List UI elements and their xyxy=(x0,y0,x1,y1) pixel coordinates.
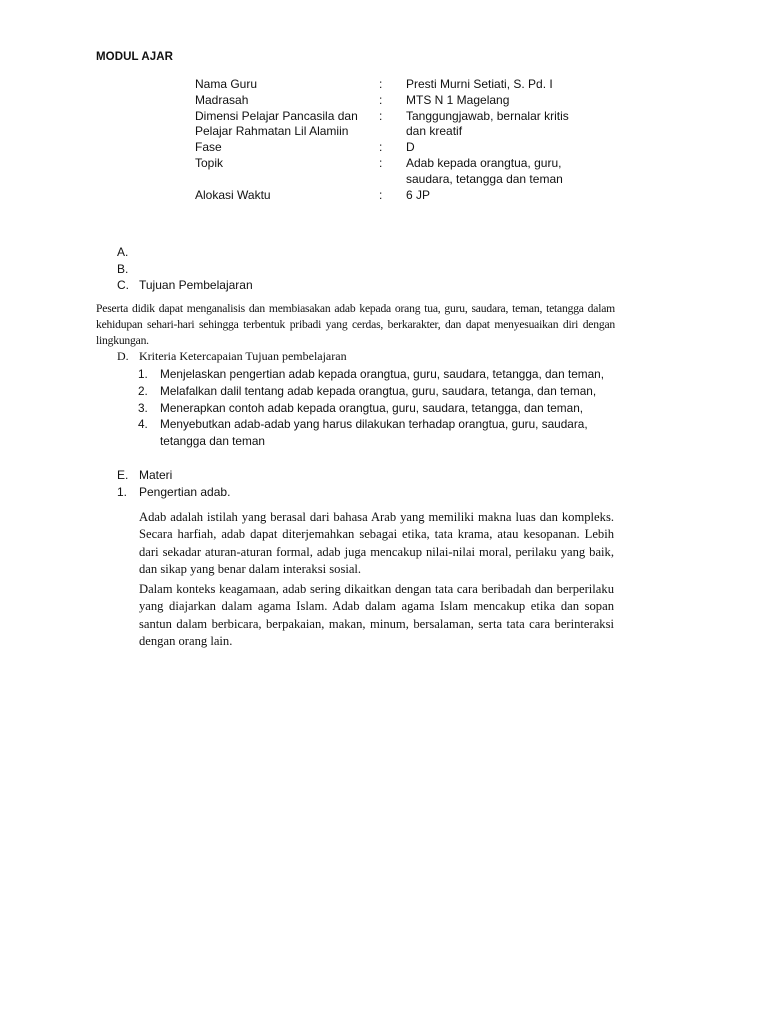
criteria-item xyxy=(138,416,600,449)
info-row-nama-guru xyxy=(195,77,581,93)
criteria-text: Menerapkan contoh adab kepada orangtua, guru, saudara, tetangga, dan teman, xyxy=(160,401,584,415)
info-colon: : xyxy=(379,187,383,202)
criteria-item xyxy=(138,366,618,383)
section-a xyxy=(117,245,139,259)
criteria-item xyxy=(138,400,618,417)
section-e xyxy=(117,468,172,482)
info-label: Dimensi Pelajar Pancasila dan Pelajar Rahmatan Lil Alamiin xyxy=(195,108,358,139)
info-row-madrasah xyxy=(195,93,581,109)
section-d xyxy=(117,349,347,364)
criteria-text: Melafalkan dalil tentang adab kepada orangtua, guru, saudara, tetanga, dan teman, xyxy=(160,384,597,398)
info-label: Madrasah xyxy=(195,92,249,107)
section-heading: Pengertian adab. xyxy=(139,485,231,499)
criteria-text: Menyebutkan adab-adab yang harus dilakukan terhadap orangtua, guru, saudara, tetangga dan teman xyxy=(160,417,588,448)
criteria-number: 1. xyxy=(138,367,148,381)
info-value: Adab kepada orangtua, guru, saudara, tetangga dan teman xyxy=(406,155,563,186)
info-row-alokasi-waktu xyxy=(195,188,581,204)
criteria-number: 3. xyxy=(138,401,148,415)
info-row-topik xyxy=(195,156,581,188)
info-label: Nama Guru xyxy=(195,77,258,91)
info-colon: : xyxy=(379,77,383,91)
section-heading: Materi xyxy=(139,468,173,482)
info-value: D xyxy=(406,140,415,155)
section-heading: Kriteria Ketercapaian Tujuan pembelajaran xyxy=(139,349,347,363)
materi-paragraph-1: Adab adalah istilah yang berasal dari bahasa Arab yang memiliki makna luas dan kompleks. Secara harfiah, adab dapat diterjemahkan sebagai etika, tata krama, atau kesopanan. Lebih dari sekadar aturan-aturan formal, adab juga mencakup nilai-nilai moral, perilaku yang baik, dan sikap yang benar dalam interaksi sosial. xyxy=(139,510,614,577)
info-colon: : xyxy=(379,155,383,170)
section-marker: C. xyxy=(117,278,129,292)
section-marker: A. xyxy=(117,245,129,259)
info-label: Fase xyxy=(195,140,222,155)
section-marker: B. xyxy=(117,262,129,276)
info-colon: : xyxy=(379,92,383,107)
info-value: MTS N 1 Magelang xyxy=(406,92,510,107)
criteria-item xyxy=(138,383,618,400)
tujuan-paragraph: Peserta didik dapat menganalisis dan membiasakan adab kepada orang tua, guru, saudara, teman, tetangga dalam kehidupan sehari-hari sehingga terbentuk pribadi yang cerdas, berkarakter, dan dapat menyesuaikan diri dengan lingkungan. xyxy=(96,302,615,347)
section-b xyxy=(117,262,139,276)
info-table xyxy=(195,77,581,203)
info-value: Tanggungjawab, bernalar kritis dan kreatif xyxy=(406,108,569,139)
info-value: 6 JP xyxy=(406,187,431,202)
criteria-number: 2. xyxy=(138,384,148,398)
document-title: MODUL AJAR xyxy=(96,51,174,63)
info-row-dimensi xyxy=(195,109,581,141)
materi-paragraph-2: Dalam konteks keagamaan, adab sering dikaitkan dengan tata cara beribadah dan berperilaku yang diajarkan dalam agama Islam. Adab dalam agama Islam mencakup etika dan sopan santun dalam berbicara, berpakaian, makan, minum, bersalaman, serta tata cara berinteraksi dengan orang lain. xyxy=(139,582,614,649)
section-e-sub-1 xyxy=(117,485,230,499)
info-label: Topik xyxy=(195,155,224,170)
criteria-text: Menjelaskan pengertian adab kepada orangtua, guru, saudara, tetangga, dan teman, xyxy=(160,367,605,381)
section-marker: 1. xyxy=(117,485,128,499)
section-c xyxy=(117,278,253,292)
section-heading: Tujuan Pembelajaran xyxy=(139,278,253,292)
info-colon: : xyxy=(379,140,383,155)
info-label: Alokasi Waktu xyxy=(195,187,271,202)
section-marker: D. xyxy=(117,349,129,363)
info-row-fase xyxy=(195,140,581,156)
info-colon: : xyxy=(379,108,383,123)
criteria-number: 4. xyxy=(138,417,148,431)
section-marker: E. xyxy=(117,468,129,482)
info-value: Presti Murni Setiati, S. Pd. I xyxy=(406,77,553,91)
